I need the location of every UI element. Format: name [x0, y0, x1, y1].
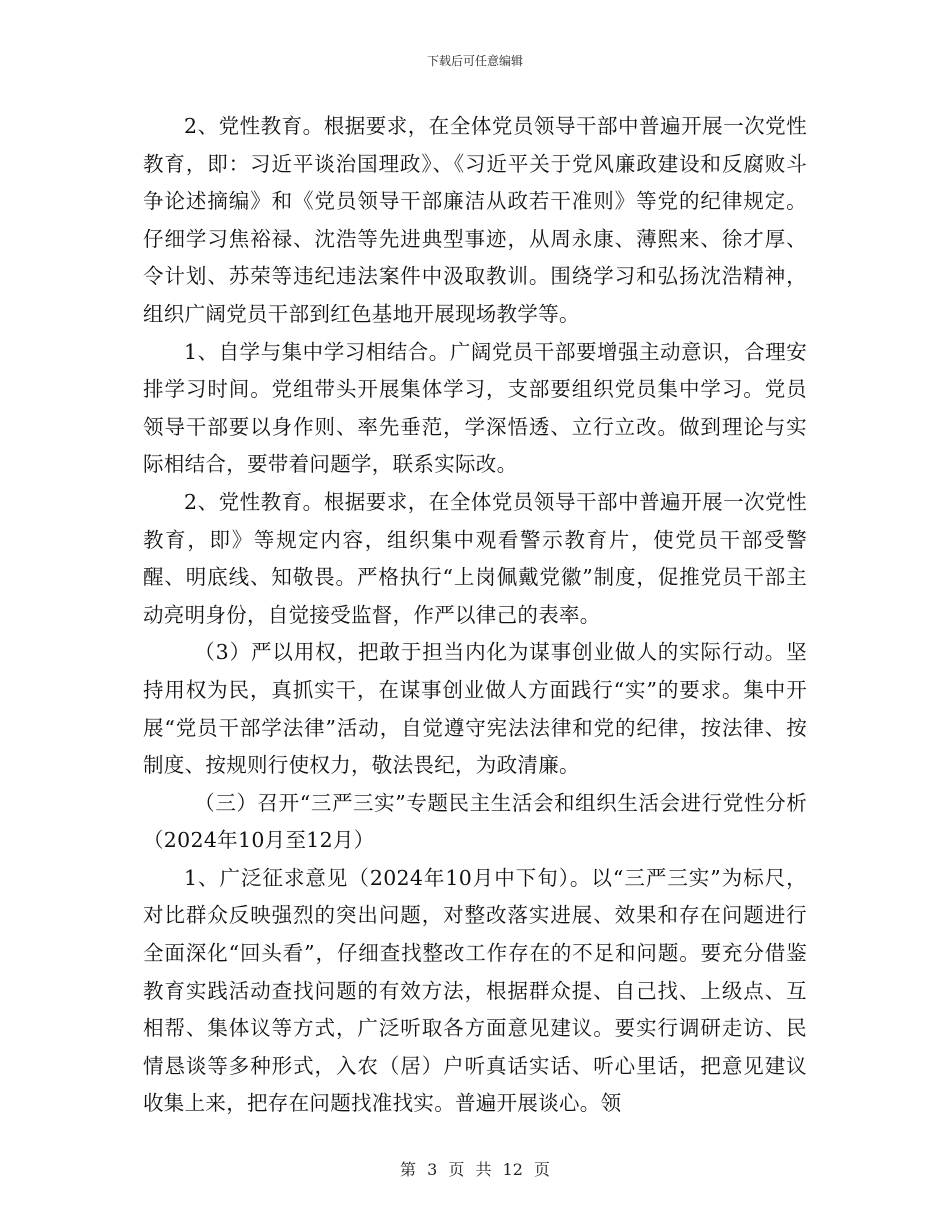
page-number-footer: 第 3 页 共 12 页 — [400, 1160, 550, 1179]
paragraph-solicit-opinions: 1、广泛征求意见（2024年10月中下旬）。以“三严三实”为标尺，对比群众反映强烈的突出问题，对整改落实进展、效果和存在问题进行全面深化“回头看”，仔细查找整改工作存在的不足和问题。要充分借鉴教育实践活动查找问题的有效方法，根据群众提、自己找、上级点、互相帮、集体议等方式，广泛听取各方面意见建议。要实行调研走访、民情恳谈等多种形式，入农（居）户听真话实话、听心里话，把意见建议收集上来，把存在问题找准找实。普遍开展谈心。领 — [143, 865, 807, 1116]
section-heading-life-meeting: （三）召开“三严三实”专题民主生活会和组织生活会进行党性分析（2024年10月至12月） — [143, 790, 807, 853]
paragraph-party-education-1: 2、党性教育。根据要求，在全体党员领导干部中普遍开展一次党性教育，即：习近平谈治国理政》、《习近平关于党风廉政建设和反腐败斗争论述摘编》和《党员领导干部廉洁从政若干准则》等党的纪律规定。仔细学习焦裕禄、沈浩等先进典型事迹，从周永康、薄熙来、徐才厚、令计划、苏荣等违纪违法案件中汲取教训。围绕学习和弘扬沈浩精神，组织广阔党员干部到红色基地开展现场教学等。 — [143, 114, 807, 326]
paragraph-self-study: 1、自学与集中学习相结合。广阔党员干部要增强主动意识，合理安排学习时间。党组带头开展集体学习，支部要组织党员集中学习。党员领导干部要以身作则、率先垂范，学深悟透、立行立改。做到理论与实际相结合，要带着问题学，联系实际改。 — [143, 339, 807, 477]
document-body — [143, 108, 807, 1123]
page-header: 下载后可任意编辑 — [426, 54, 523, 68]
paragraph-party-education-2: 2、党性教育。根据要求，在全体党员领导干部中普遍开展一次党性教育，即》等规定内容，组织集中观看警示教育片，使党员干部受警醒、明底线、知敬畏。严格执行“上岗佩戴党徽”制度，促推党员干部主动亮明身份，自觉接受监督，作严以律己的表率。 — [143, 489, 807, 627]
paragraph-strict-power: （3）严以用权，把敢于担当内化为谋事创业做人的实际行动。坚持用权为民，真抓实干，在谋事创业做人方面践行“实”的要求。集中开展“党员干部学法律”活动，自觉遵守宪法法律和党的纪律，按法律、按制度、按规则行使权力，敬法畏纪，为政清廉。 — [143, 640, 807, 778]
